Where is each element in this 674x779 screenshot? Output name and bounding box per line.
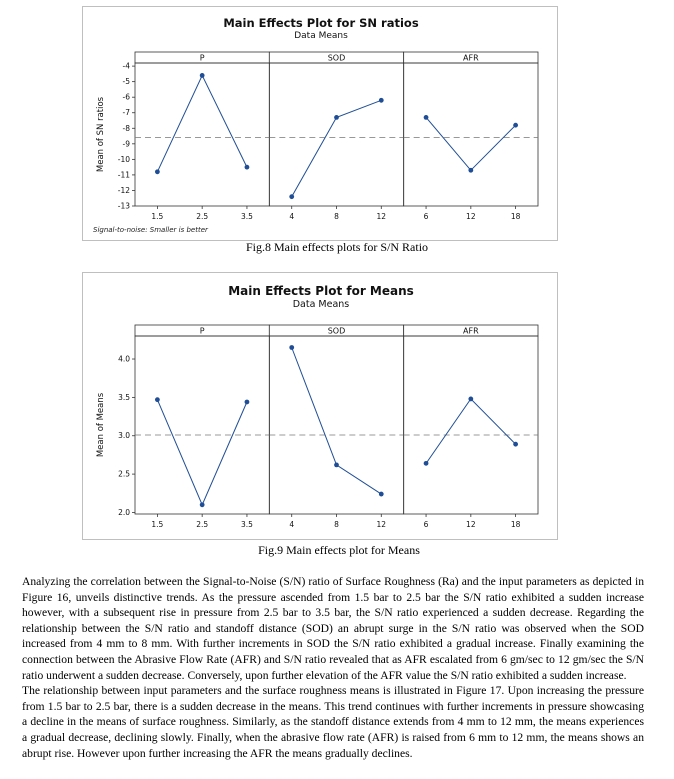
panel-frame [404,63,538,206]
x-tick-label: 6 [423,212,429,221]
x-tick-label: 3.5 [240,520,253,529]
means-figure [82,272,558,540]
x-tick-label: 12 [466,520,476,529]
x-tick-label: 2.5 [196,212,209,221]
data-point [513,442,518,447]
chart-subtitle: Data Means [294,31,348,41]
sn-ratio-chart [83,7,559,242]
chart-footnote: Signal-to-noise: Smaller is better [93,226,208,234]
data-point [468,397,473,402]
body-text [22,574,644,761]
series-line [157,400,247,505]
y-axis-label: Mean of Means [96,392,106,458]
y-tick-label: -7 [122,108,130,118]
series-line [292,348,382,495]
data-point [200,73,205,78]
panel-label: AFR [463,326,479,336]
y-tick-label: -4 [122,61,130,71]
y-tick-label: 3.0 [118,431,130,441]
panel-label: SOD [327,53,346,63]
x-tick-label: 12 [376,520,387,529]
means-chart [83,273,559,541]
data-point [289,194,294,199]
panel-label: AFR [463,53,479,63]
data-point [379,492,384,497]
x-tick-label: 18 [510,520,521,529]
paragraph-means: The relationship between input parameters and the surface roughness means is illustrated in Figure 17. Upon increasing the pressure from 1.5 bar to 2.5 bar, there is a sudden decrease in the means. This trend continues with further increments in pressure showcasing a decline in the means of surface roughness. Similarly, as the standoff distance extends from 4 mm to 12 mm, the means experiences a gradual decrease, declining slowly. Finally, when the abrasive flow rate (AFR) is raised from 6 mm to 12 mm, the means shows an abrupt rise. However upon further increasing the AFR the means gradually declines. [22,684,644,760]
data-point [155,397,160,402]
y-tick-label: -5 [122,77,130,87]
panel-frame [269,336,403,514]
panel-label: P [199,326,205,336]
series-line [426,117,515,170]
x-tick-label: 4 [289,212,295,221]
data-point [334,115,339,120]
y-axis-label: Mean of SN ratios [96,96,106,173]
x-tick-label: 3.5 [240,212,253,221]
figure-8-caption: Fig.8 Main effects plots for S/N Ratio [245,240,429,254]
data-point [468,168,473,173]
data-point [424,115,429,120]
chart-subtitle: Data Means [292,299,350,310]
panel-frame [404,336,538,514]
data-point [200,502,205,507]
data-point [334,462,339,467]
y-tick-label: -13 [117,201,130,211]
x-tick-label: 1.5 [151,520,164,529]
paragraph-sn-ratio: Analyzing the correlation between the Signal-to-Noise (S/N) ratio of Surface Roughness (Ra) and the input parameters as depicted in Figure 16, unveils distinctive trends. As the pressure ascended from 1.5 bar to 2.5 bar the S/N ratio exhibited a sudden increase however, with a subsequent rise in pressure from 2.5 bar to 3.5 bar, the S/N ratio experienced a sudden decrease. Regarding the relationship between the S/N ratio and standoff distance (SOD) an abrupt surge in the S/N ratio was observed when the SOD increased from 4 mm to 8 mm. With further increments in SOD the S/N ratio exhibited a gradual increase. Finally examining the connection between the Abrasive Flow Rate (AFR) and S/N ratio revealed that as AFR escalated from 6 gm/sec to 12 gm/sec the S/N ratio underwent a sudden decrease. Conversely, upon further elevation of the AFR value the S/N ratio exhibited a sudden increase. [22,575,644,682]
data-point [245,400,250,405]
series-line [157,75,247,171]
y-tick-label: -11 [117,170,130,180]
panel-label: SOD [327,326,346,336]
x-tick-label: 2.5 [196,520,209,529]
data-point [513,123,518,128]
chart-title: Main Effects Plot for Means [228,284,414,298]
data-point [379,98,384,103]
figure-9-caption: Fig.9 Main effects plot for Means [258,543,420,557]
data-point [424,461,429,466]
y-tick-label: 2.0 [118,507,130,517]
panel-frame [269,63,403,206]
y-tick-label: -8 [122,123,130,133]
panel-frame [135,336,269,514]
series-line [426,399,515,464]
data-point [245,165,250,170]
x-tick-label: 4 [289,520,295,529]
y-tick-label: 2.5 [118,469,130,479]
x-tick-label: 8 [334,212,339,221]
data-point [289,345,294,350]
x-tick-label: 1.5 [151,212,164,221]
chart-title: Main Effects Plot for SN ratios [223,16,419,30]
x-tick-label: 12 [466,212,476,221]
series-line [292,100,382,196]
x-tick-label: 18 [510,212,521,221]
panel-label: P [199,53,205,63]
y-tick-label: -12 [117,185,130,195]
sn-ratio-figure [82,6,558,241]
panel-frame [135,63,269,206]
y-tick-label: -10 [117,154,130,164]
data-point [155,169,160,174]
y-tick-label: 4.0 [118,354,130,364]
y-tick-label: -9 [122,139,130,149]
x-tick-label: 12 [376,212,387,221]
y-tick-label: 3.5 [118,392,130,402]
y-tick-label: -6 [122,92,130,102]
x-tick-label: 6 [423,520,429,529]
x-tick-label: 8 [334,520,339,529]
